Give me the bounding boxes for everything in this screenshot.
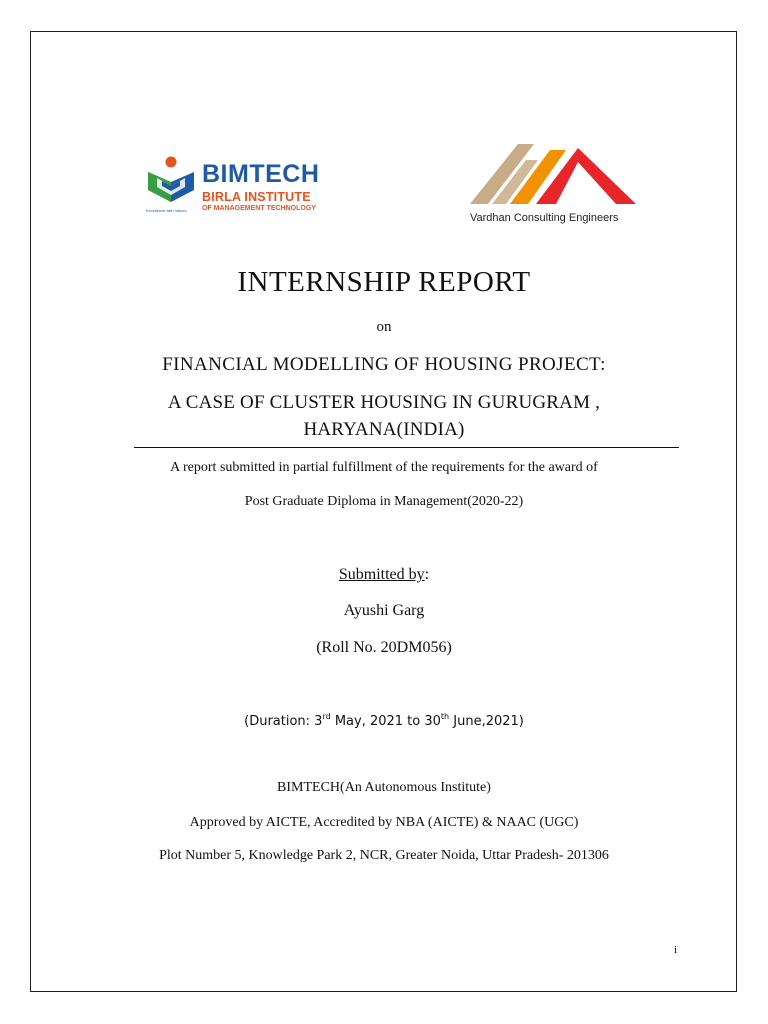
roll-number: (Roll No. 20DM056) xyxy=(316,639,452,656)
student-name: Ayushi Garg xyxy=(343,602,425,619)
page-number: i xyxy=(674,944,678,956)
vardhan-name: Vardhan Consulting Engineers xyxy=(470,212,619,224)
bimtech-logo xyxy=(144,156,340,218)
requirement-line2: Post Graduate Diploma in Management(2020-22) xyxy=(244,494,524,509)
bimtech-tagline: Excellence with Values xyxy=(146,208,187,213)
bimtech-line2: OF MANAGEMENT TECHNOLOGY xyxy=(202,205,316,212)
internship-duration xyxy=(0,712,768,729)
project-title-line1: FINANCIAL MODELLING OF HOUSING PROJECT: xyxy=(162,354,606,375)
duration-start-sup: rd xyxy=(322,712,331,721)
vardhan-logo xyxy=(466,140,642,230)
project-title-line2: A CASE OF CLUSTER HOUSING IN GURUGRAM , xyxy=(167,392,601,413)
submitted-by-label: Submitted by xyxy=(338,566,425,583)
duration-end-sup: th xyxy=(440,712,450,721)
submitted-by-colon: : xyxy=(424,566,430,583)
submitted-by xyxy=(0,566,768,584)
bimtech-name: BIMTECH xyxy=(202,160,320,188)
report-title: INTERNSHIP REPORT xyxy=(237,266,531,298)
institute-approval: Approved by AICTE, Accredited by NBA (AICTE) & NAAC (UGC) xyxy=(189,815,579,830)
project-title-line3: HARYANA(INDIA) xyxy=(303,419,465,440)
title-divider xyxy=(134,447,679,448)
requirement-line1: A report submitted in partial fulfillment of the requirements for the award of xyxy=(170,460,598,475)
vardhan-mountains-icon xyxy=(466,140,642,208)
duration-prefix: (Duration: 3 xyxy=(244,714,323,729)
bimtech-line1: BIRLA INSTITUTE xyxy=(202,190,311,204)
duration-suffix: June,2021) xyxy=(449,714,524,729)
bimtech-emblem-icon xyxy=(146,156,196,208)
institute-name: BIMTECH(An Autonomous Institute) xyxy=(277,780,491,795)
institute-address: Plot Number 5, Knowledge Park 2, NCR, Greater Noida, Uttar Pradesh- 201306 xyxy=(159,848,609,863)
report-on: on xyxy=(376,319,392,335)
duration-middle: May, 2021 to 30 xyxy=(330,714,441,729)
